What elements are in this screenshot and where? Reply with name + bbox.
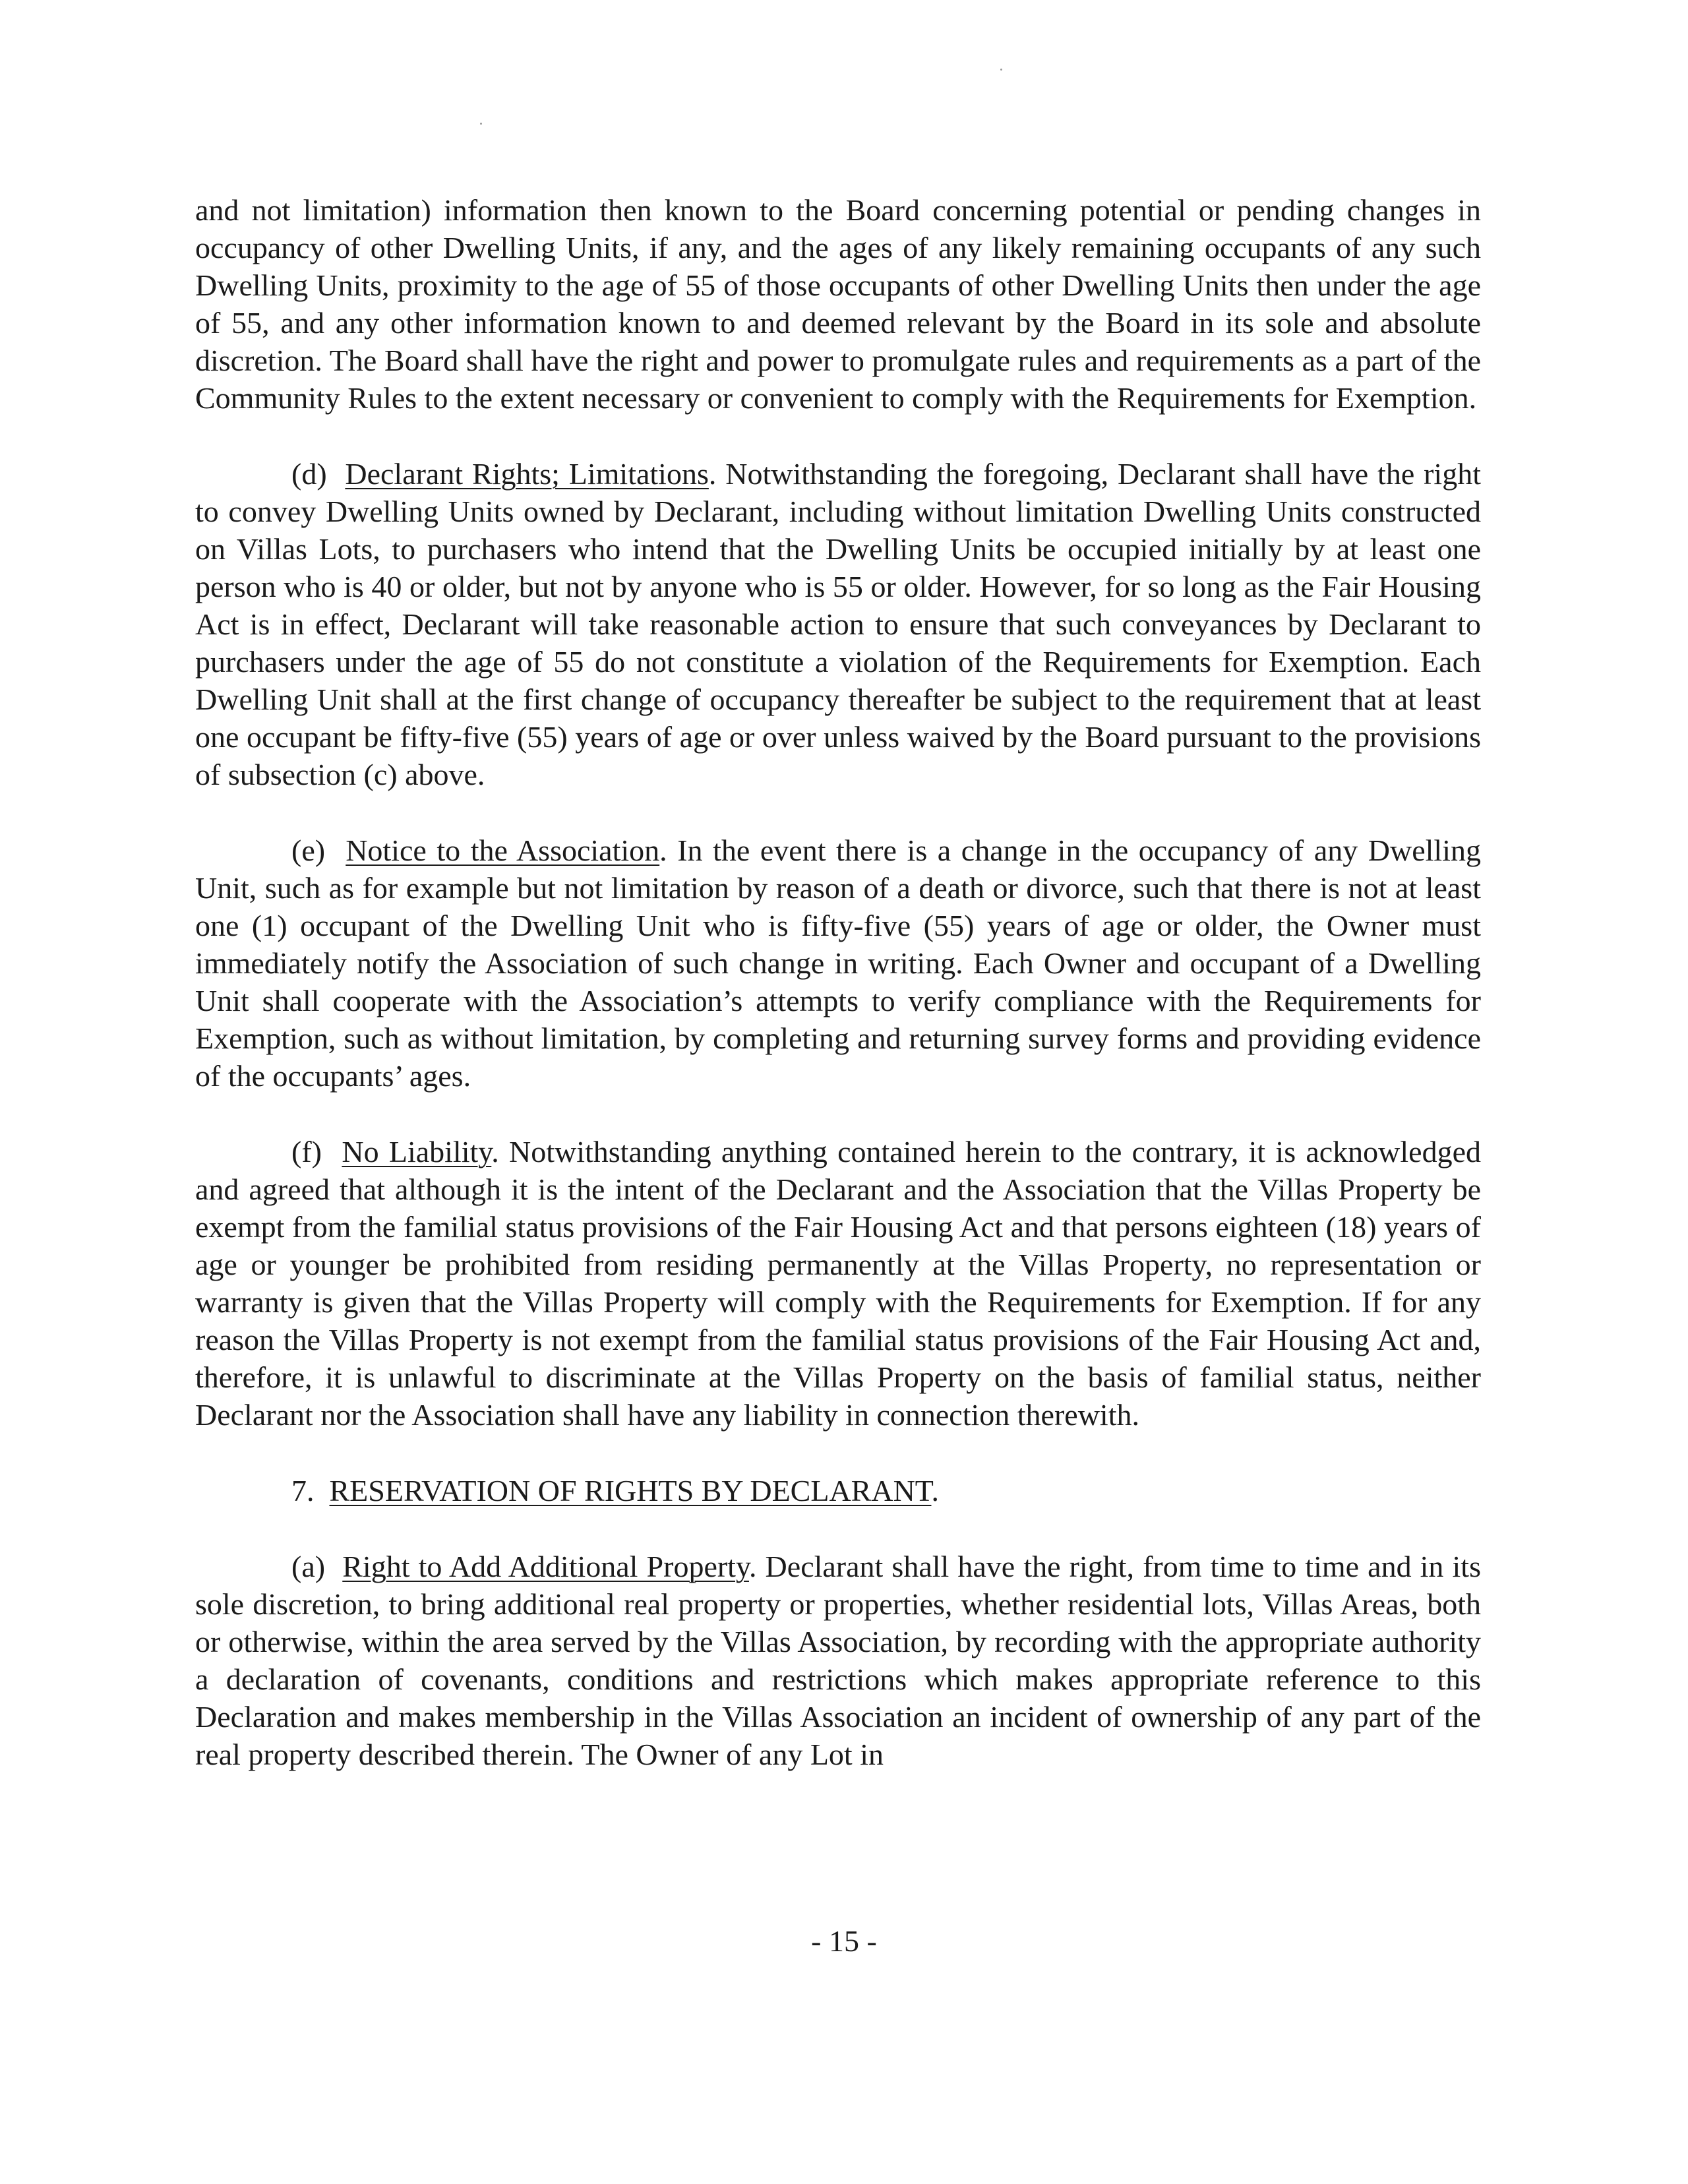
paragraph-d-heading: Declarant Rights; Limitations [345, 457, 709, 491]
paragraph-e-heading: Notice to the Association [346, 834, 660, 867]
section-7-number: 7. [291, 1474, 315, 1507]
paragraph-d [195, 455, 1481, 793]
section-7-title: RESERVATION OF RIGHTS BY DECLARANT [329, 1474, 932, 1507]
scan-speck [480, 123, 482, 125]
body-text [195, 191, 1481, 1773]
paragraph-7a-heading: Right to Add Additional Property [342, 1550, 749, 1583]
paragraph-d-body: . Notwithstanding the foregoing, Declarant shall have the right to convey Dwelling Units owned by Declarant, including without limitation Dwelling Units constructed on Villas Lots, to purchasers who intend that the Dwelling Units be occupied initially by at least one person who is 40 or older, but not by anyone who is 55 or older. However, for so long as the Fair Housing Act is in effect, Declarant will take reasonable action to ensure that such conveyances by Declarant to purchasers under the age of 55 do not constitute a violation of the Requirements for Exemption. Each Dwelling Unit shall at the first change of occupancy thereafter be subject to the requirement that at least one occupant be fifty-five (55) years of age or over unless waived by the Board pursuant to the provisions of subsection (c) above. [195, 457, 1481, 791]
paragraph-e-body: . In the event there is a change in the occupancy of any Dwelling Unit, such as for example but not limitation by reason of a death or divorce, such that there is not at least one (1) occupant of the Dwelling Unit who is fifty-five (55) years of age or older, the Owner must immediately notify the Association of such change in writing. Each Owner and occupant of a Dwelling Unit shall cooperate with the Association’s attempts to verify compliance with the Requirements for Exemption, such as without limitation, by completing and returning survey forms and providing evidence of the occupants’ ages. [195, 834, 1481, 1093]
paragraph-d-label: (d) [291, 457, 327, 491]
paragraph-c-continued: and not limitation) information then known to the Board concerning potential or pending changes in occupancy of other Dwelling Units, if any, and the ages of any likely remaining occupants of any such Dwelling Units, proximity to the age of 55 of those occupants of other Dwelling Units then under the age of 55, and any other information known to and deemed relevant by the Board in its sole and absolute discretion. The Board shall have the right and power to promulgate rules and requirements as a part of the Community Rules to the extent necessary or convenient to comply with the Requirements for Exemption. [195, 193, 1481, 415]
paragraph-7a [195, 1548, 1481, 1773]
page-number: - 15 - [811, 1924, 877, 1958]
paragraph-f-heading: No Liability [342, 1135, 492, 1168]
paragraph-f [195, 1133, 1481, 1434]
scan-speck [1000, 69, 1002, 71]
paragraph-7a-label: (a) [291, 1550, 326, 1583]
section-7-heading [195, 1472, 1481, 1509]
paragraph-7a-body: . Declarant shall have the right, from time to time and in its sole discretion, to bring additional real property or properties, whether residential lots, Villas Areas, both or otherwise, within the area served by the Villas Association, by recording with the appropriate authority a declaration of covenants, conditions and restrictions which makes appropriate reference to this Declaration and makes membership in the Villas Association an incident of ownership of any part of the real property described therein. The Owner of any Lot in [195, 1550, 1481, 1771]
section-7-trailing: . [931, 1474, 939, 1507]
paragraph-e [195, 832, 1481, 1095]
paragraph-f-label: (f) [291, 1135, 322, 1168]
paragraph-e-label: (e) [291, 834, 326, 867]
paragraph-f-body: . Notwithstanding anything contained herein to the contrary, it is acknowledged and agreed that although it is the intent of the Declarant and the Association that the Villas Property be exempt from the familial status provisions of the Fair Housing Act and that persons eighteen (18) years of age or younger be prohibited from residing permanently at the Villas Property, no representation or warranty is given that the Villas Property will comply with the Requirements for Exemption. If for any reason the Villas Property is not exempt from the familial status provisions of the Fair Housing Act and, therefore, it is unlawful to discriminate at the Villas Property on the basis of familial status, neither Declarant nor the Association shall have any liability in connection therewith. [195, 1135, 1481, 1432]
